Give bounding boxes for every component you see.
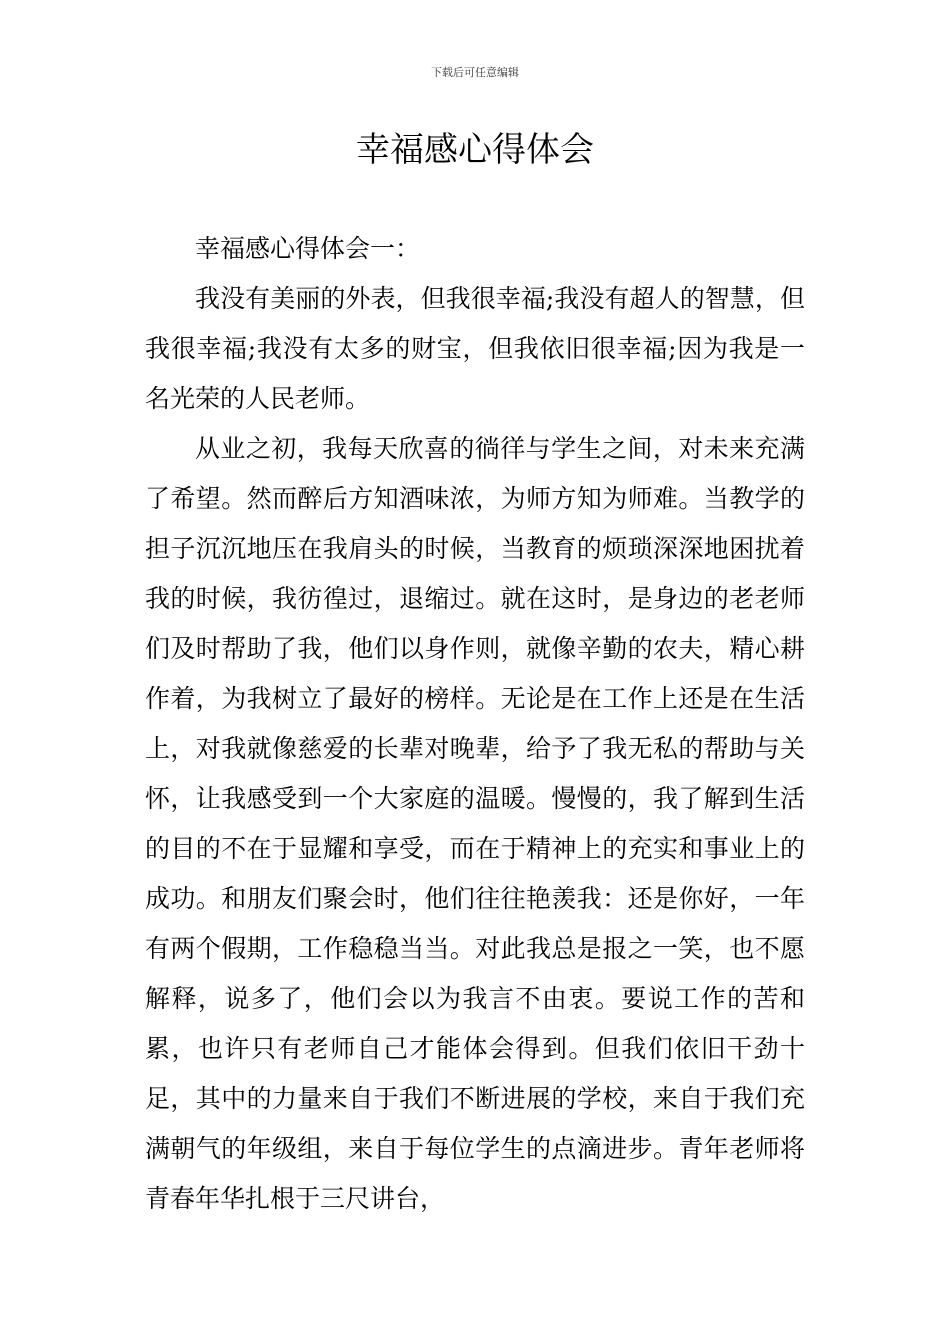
- page-header-note: 下载后可任意编辑: [431, 66, 519, 79]
- paragraph: 我没有美丽的外表，但我很幸福;我没有超人的智慧，但我很幸福;我没有太多的财宝，但我依旧很幸福;因为我是一名光荣的人民老师。: [145, 284, 805, 413]
- paragraph-subtitle: 幸福感心得体会一：: [195, 234, 421, 263]
- document-body: [145, 224, 805, 1224]
- paragraph: 从业之初，我每天欣喜的徜徉与学生之间，对未来充满了希望。然而醉后方知酒味浓，为师方知为师难。当教学的担子沉沉地压在我肩头的时候，当教育的烦琐深深地困扰着我的时候，我彷徨过，退缩过。就在这时，是身边的老老师们及时帮助了我，他们以身作则，就像辛勤的农夫，精心耕作着，为我树立了最好的榜样。无论是在工作上还是在生活上，对我就像慈爱的长辈对晚辈，给予了我无私的帮助与关怀，让我感受到一个大家庭的温暖。慢慢的，我了解到生活的目的不在于显耀和享受，而在于精神上的充实和事业上的成功。和朋友们聚会时，他们往往艳羡我：还是你好，一年有两个假期，工作稳稳当当。对此我总是报之一笑，也不愿解释，说多了，他们会以为我言不由衷。要说工作的苦和累，也许只有老师自己才能体会得到。但我们依旧干劲十足，其中的力量来自于我们不断进展的学校，来自于我们充满朝气的年级组，来自于每位学生的点滴进步。青年老师将青春年华扎根于三尺讲台，: [145, 434, 805, 1213]
- document-title: 幸福感心得体会: [356, 130, 594, 170]
